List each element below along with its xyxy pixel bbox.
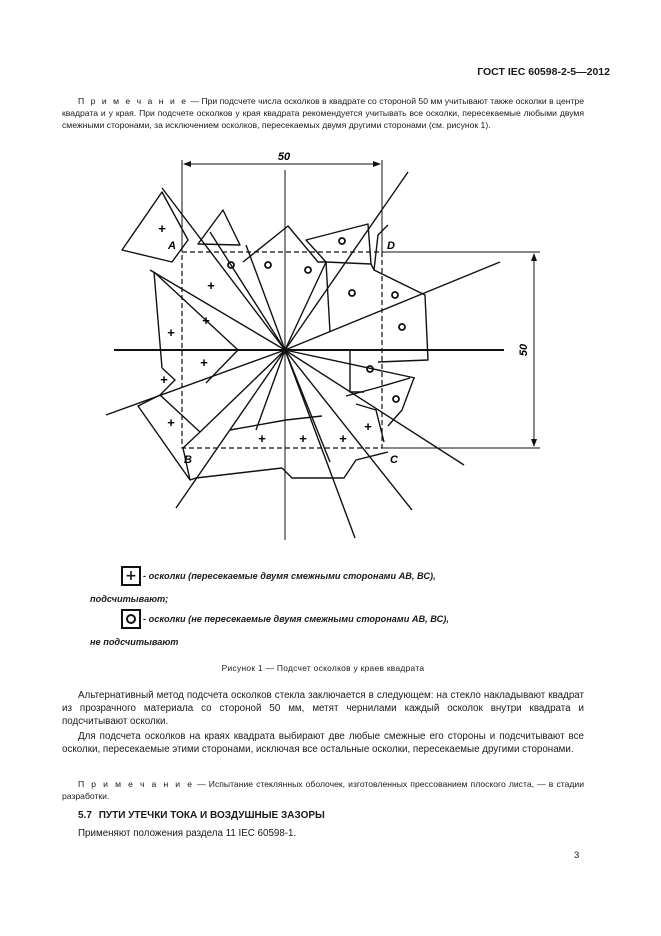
section-number: 5.7	[78, 810, 92, 821]
standard-header: ГОСТ IEC 60598-2-5—2012	[477, 66, 610, 78]
fragment-uncounted-mark	[399, 324, 405, 330]
corner-label-b: B	[184, 454, 192, 466]
figure-caption: Рисунок 1 — Подсчет осколков у краев квадрата	[221, 663, 425, 673]
fragment-outline	[374, 225, 388, 270]
fragment-outline	[230, 416, 322, 430]
fragment-outline	[371, 264, 428, 362]
crack-line	[176, 350, 285, 508]
note2-paragraph	[62, 778, 584, 802]
fragment-outline	[198, 210, 240, 245]
fragment-counted-mark: +	[160, 372, 168, 387]
fragment-outline	[346, 378, 410, 396]
legend-counted-tail: подсчитывают;	[90, 594, 169, 604]
fragment-counted-mark: +	[158, 221, 166, 236]
fragment-diagram	[0, 140, 661, 560]
dimension-right-label: 50	[518, 343, 530, 357]
fragment-counted-mark: +	[200, 355, 208, 370]
paragraph-edge-counting: Для подсчета осколков на краях квадрата выбирают две любые смежные его стороны и подсчитывают все осколки, пересекаемые этими сторонами, исключая все остальные осколки, пересекаемые другими сторонами.	[62, 731, 584, 756]
fragment-uncounted-mark	[393, 396, 399, 402]
corner-label-c: C	[390, 454, 398, 466]
legend-uncounted-text: - осколки (не пересекаемые двумя смежными сторонами АВ, ВС),	[143, 614, 449, 624]
section-heading	[78, 810, 325, 821]
fragment-uncounted-mark	[265, 262, 271, 268]
page-number: 3	[574, 850, 580, 861]
crack-line	[285, 262, 326, 350]
legend-uncounted-icon	[121, 609, 141, 629]
corner-label-a: A	[168, 240, 176, 252]
circle-icon	[126, 614, 136, 624]
section-text: Применяют положения раздела 11 IEC 60598-1.	[78, 828, 297, 839]
note2-text: — Испытание стеклянных оболочек, изготовленных прессованием плоского листа, — в стадии разработки.	[62, 779, 584, 801]
crack-line	[285, 350, 412, 510]
legend-uncounted-tail: не подсчитывают	[90, 637, 179, 647]
fragment-outline	[190, 468, 282, 480]
crack-line	[285, 262, 500, 350]
fragment-counted-mark: +	[258, 431, 266, 446]
fragment-counted-mark: +	[364, 419, 372, 434]
dimension-top-label: 50	[277, 151, 291, 163]
crack-line	[256, 350, 285, 430]
fragment-counted-mark: +	[202, 313, 210, 328]
fragment-outline	[154, 272, 162, 368]
fragment-uncounted-mark	[305, 267, 311, 273]
fragment-outline	[138, 395, 200, 480]
fragment-counted-mark: +	[299, 431, 307, 446]
section-title: ПУТИ УТЕЧКИ ТОКА И ВОЗДУШНЫЕ ЗАЗОРЫ	[98, 810, 325, 821]
legend-counted-text: - осколки (пересекаемые двумя смежными сторонами АВ, ВС),	[143, 571, 436, 581]
fragment-outline	[243, 226, 330, 332]
fragment-outline	[122, 192, 188, 262]
note-text: — При подсчете числа осколков в квадрате со стороной 50 мм учитывают также осколки в центре квадрата и у края. При подсчете осколков у края квадрата рекомендуется учитывать все осколки, пересекаемые любыми двумя смежными сторонами, за исключением осколков, пересекаемых двумя другими сторонами (см. рисунок 1).	[62, 96, 584, 130]
crack-line	[200, 350, 285, 432]
fragment-outline	[282, 452, 388, 478]
fragment-outline	[306, 224, 371, 264]
note-paragraph	[62, 95, 584, 131]
fragment-uncounted-mark	[392, 292, 398, 298]
fragment-counted-mark: +	[167, 325, 175, 340]
fragment-outline	[206, 350, 238, 383]
fragment-counted-mark: +	[167, 415, 175, 430]
fragment-outline	[350, 350, 364, 392]
note2-label: П р и м е ч а н и е	[78, 779, 194, 789]
legend-counted-icon	[121, 566, 141, 586]
corner-label-d: D	[387, 240, 395, 252]
fragment-counted-mark: +	[339, 431, 347, 446]
note-label: П р и м е ч а н и е	[78, 96, 188, 106]
crack-line	[106, 350, 285, 415]
fragment-uncounted-mark	[349, 290, 355, 296]
fragment-uncounted-mark	[339, 238, 345, 244]
plus-icon: +	[125, 568, 137, 584]
fragment-counted-mark: +	[207, 278, 215, 293]
crack-line	[285, 172, 408, 350]
crack-line	[285, 350, 330, 462]
paragraph-alternative-method: Альтернативный метод подсчета осколков стекла заключается в следующем: на стекло накладывают квадрат из прозрачного материала со стороной 50 мм, метят чернилами каждый осколок внутри квадрата и подсчитывают осколки.	[62, 690, 584, 728]
